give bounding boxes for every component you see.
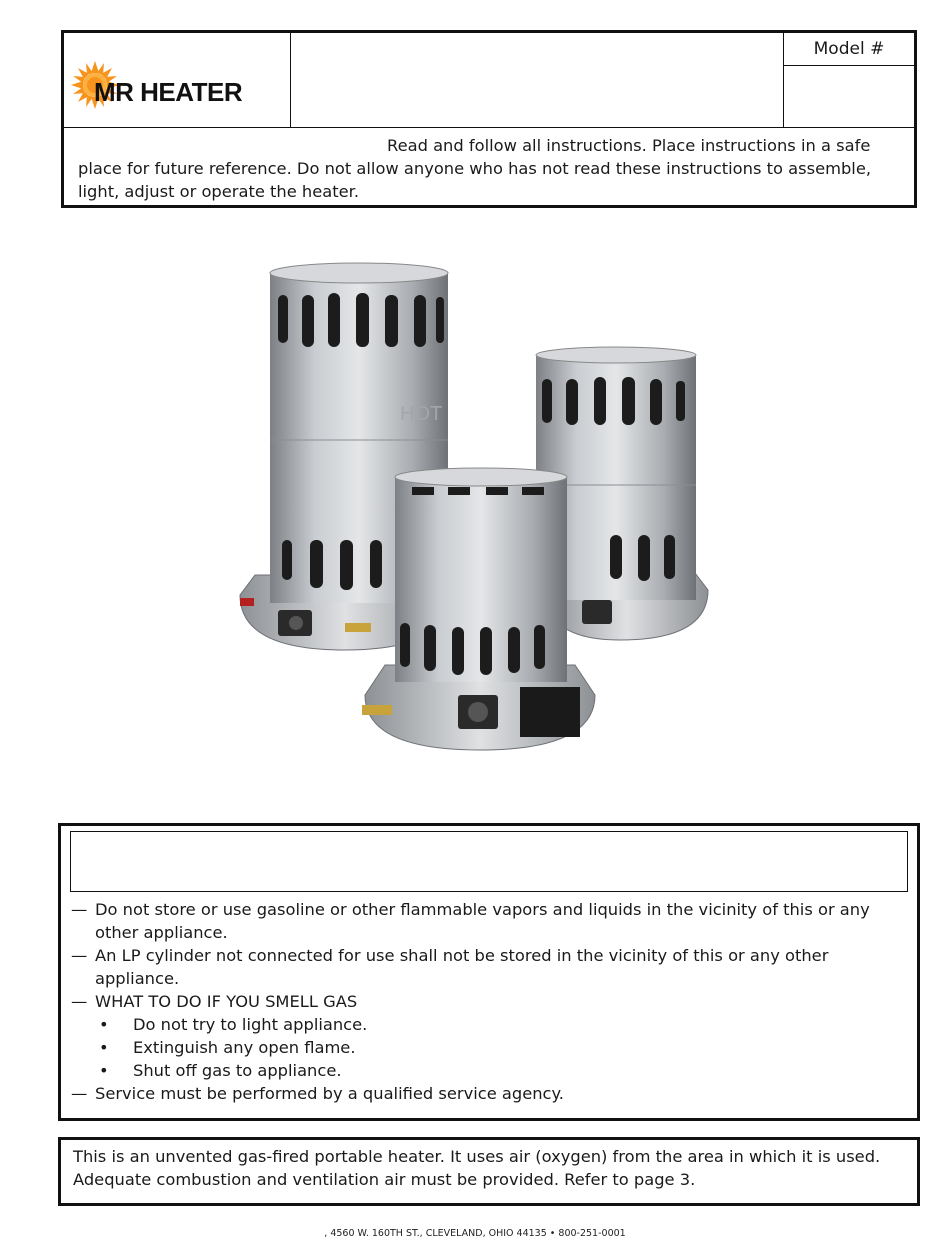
warning-box (58, 823, 920, 1121)
footer-address: , 4560 W. 160TH ST., CLEVELAND, OHIO 44135 • 800-251-0001 (324, 1228, 626, 1239)
warning-item (71, 898, 911, 944)
model-number-label: Model # (784, 33, 914, 66)
warning-list (71, 898, 911, 1105)
warning-header-frame (70, 831, 908, 892)
ventilation-notice-box (58, 1137, 920, 1206)
gas-bullet-item (71, 1036, 911, 1059)
warning-item (71, 990, 911, 1013)
hot-embossed-label: HOT (400, 403, 443, 425)
intro-line-3: light, adjust or operate the heater. (78, 182, 360, 201)
heater-product-photo (230, 255, 720, 755)
logo-cell (64, 33, 291, 127)
warning-item (71, 1082, 911, 1105)
warning-item-text: WHAT TO DO IF YOU SMELL GAS (95, 992, 358, 1011)
title-cell (291, 33, 784, 127)
intro-line-1: Read and follow all instructions. Place instructions in a safe (387, 136, 871, 155)
warning-item (71, 944, 911, 990)
intro-line-2: place for future reference. Do not allow anyone who has not read these instructions to assemble, (78, 159, 872, 178)
dash-marker: — (71, 900, 88, 919)
notice-line-1: This is an unvented gas-fired portable heater. It uses air (oxygen) from the area in which it is used. (73, 1147, 881, 1166)
intro-instructions (78, 134, 888, 203)
bullet-marker: • (99, 1015, 109, 1034)
notice-text (73, 1145, 903, 1191)
notice-line-2: Adequate combustion and ventilation air must be provided. Refer to page 3. (73, 1170, 696, 1189)
gas-bullet-item (71, 1013, 911, 1036)
warning-item-text: other appliance. (95, 923, 228, 942)
dash-marker: — (71, 1084, 88, 1103)
dash-marker: — (71, 946, 88, 965)
bullet-text: Do not try to light appliance. (133, 1015, 368, 1034)
bullet-text: Shut off gas to appliance. (133, 1061, 342, 1080)
bullet-marker: • (99, 1061, 109, 1080)
warning-item-text: appliance. (95, 969, 180, 988)
dash-marker: — (71, 992, 88, 1011)
warning-item-text: An LP cylinder not connected for use shall not be stored in the vicinity of this or any other (95, 946, 829, 965)
bullet-marker: • (99, 1038, 109, 1057)
brand-logo-text: MR HEATER (94, 77, 243, 107)
warning-item-text: Service must be performed by a qualified service agency. (95, 1084, 564, 1103)
bullet-text: Extinguish any open flame. (133, 1038, 356, 1057)
warning-item-text: Do not store or use gasoline or other flammable vapors and liquids in the vicinity of this or any (95, 900, 870, 919)
model-cell (784, 33, 914, 127)
gas-bullet-item (71, 1059, 911, 1082)
header-box (61, 30, 917, 208)
small-heater (362, 468, 595, 750)
header-divider (64, 127, 914, 128)
